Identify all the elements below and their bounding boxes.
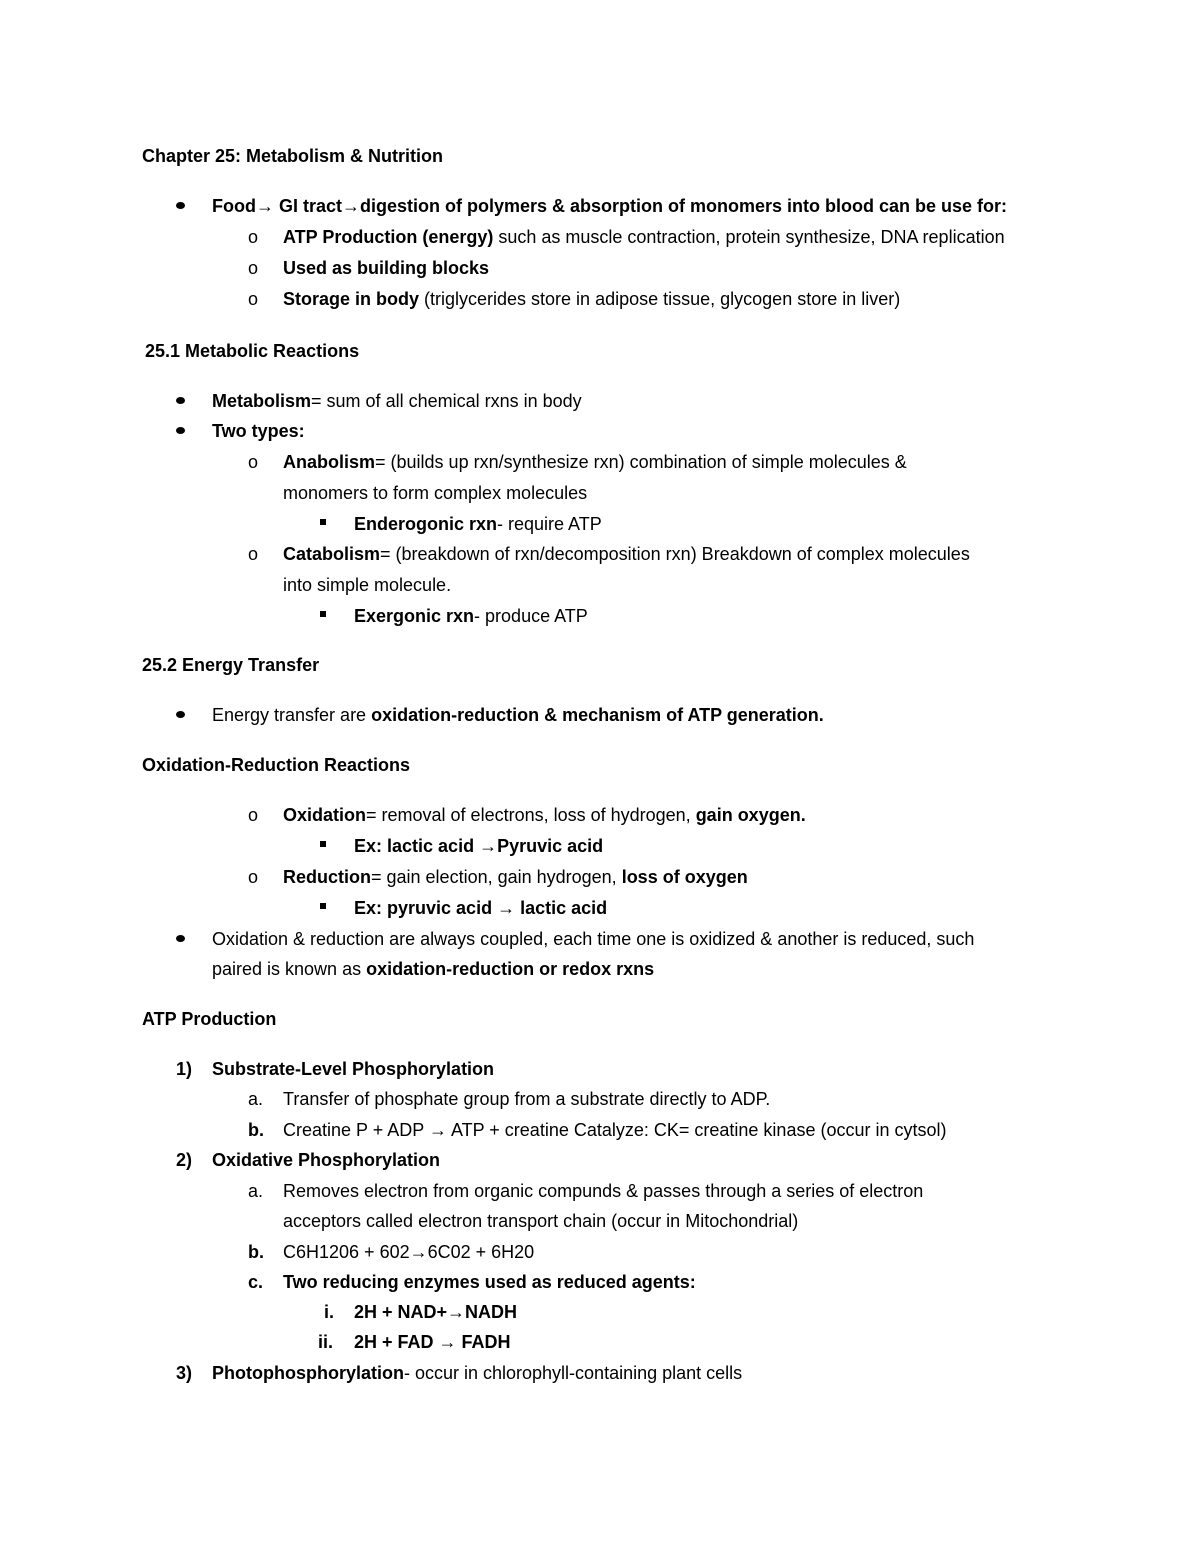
bullet-marker [176,397,185,404]
oxidation-definition: Oxidation= removal of electrons, loss of hydrogen, gain oxygen. [283,805,806,825]
atp-item: Substrate-Level Phosphorylation [212,1059,495,1079]
arrow-icon: → [428,1120,447,1140]
arrow-icon: → [342,196,361,216]
letter-marker: c. [248,1272,264,1292]
exergonic-item: Exergonic rxn- produce ATP [354,606,588,626]
square-marker [320,841,326,847]
letter-marker: a. [248,1089,264,1109]
list-number: 2) [176,1150,193,1170]
atp-subitem-continuation: acceptors called electron transport chain (occur in Mitochondrial) [283,1211,799,1231]
intro-sub-item: ATP Production (energy) such as muscle contraction, protein synthesize, DNA replication [283,227,1005,247]
chapter-title: Chapter 25: Metabolism & Nutrition [142,146,444,166]
square-marker [320,611,326,617]
letter-marker: a. [248,1181,264,1201]
reduction-example: Ex: pyruvic acid → lactic acid [354,898,608,918]
section-heading: Oxidation-Reduction Reactions [142,755,411,775]
anabolism-definition: Anabolism= (builds up rxn/synthesize rxn) combination of simple molecules & [283,452,907,472]
list-number: 1) [176,1059,193,1079]
square-marker [320,519,326,525]
sub-marker: o [248,544,259,564]
energy-transfer-line: Energy transfer are oxidation-reduction & mechanism of ATP generation. [212,705,824,725]
roman-marker: ii. [318,1332,334,1352]
roman-marker: i. [324,1302,335,1322]
arrow-icon: → [255,196,274,216]
reaction-line: 2H + FAD → FADH [354,1332,511,1352]
atp-subitem: Removes electron from organic compunds & passes through a series of electron [283,1181,924,1201]
catabolism-continuation: into simple molecule. [283,575,452,595]
bullet-marker [176,711,185,718]
section-heading: ATP Production [142,1009,277,1029]
catabolism-definition: Catabolism= (breakdown of rxn/decomposition rxn) Breakdown of complex molecules [283,544,970,564]
arrow-icon: → [479,836,498,856]
two-types: Two types: [212,421,305,441]
endergonic-item: Enderogonic rxn- require ATP [354,514,602,534]
arrow-icon: → [497,898,516,918]
intro-sub-item: Used as building blocks [283,258,490,278]
arrow-icon: → [447,1302,466,1322]
reduction-definition: Reduction= gain election, gain hydrogen, loss of oxygen [283,867,748,887]
sub-marker: o [248,258,259,278]
intro-sub-item: Storage in body (triglycerides store in adipose tissue, glycogen store in liver) [283,289,901,309]
sub-marker: o [248,452,259,472]
atp-subitem: Two reducing enzymes used as reduced agents: [283,1272,696,1292]
sub-marker: o [248,867,259,887]
atp-subitem: C6H1206 + 602→6C02 + 6H20 [283,1242,535,1262]
bullet-marker [176,202,185,209]
reaction-line: 2H + NAD+→NADH [354,1302,518,1322]
section-heading: 25.1 Metabolic Reactions [145,341,360,361]
letter-marker: b. [248,1242,264,1262]
atp-subitem: Transfer of phosphate group from a substrate directly to ADP. [283,1089,771,1109]
square-marker [320,903,326,909]
coupled-line: Oxidation & reduction are always coupled, each time one is oxidized & another is reduced, such [212,929,975,949]
bullet-marker [176,427,185,434]
section-heading: 25.2 Energy Transfer [142,655,320,675]
arrow-icon: → [409,1242,428,1262]
list-number: 3) [176,1363,193,1383]
coupled-continuation: paired is known as oxidation-reduction or redox rxns [212,959,655,979]
sub-marker: o [248,227,259,247]
sub-marker: o [248,805,259,825]
atp-item: Oxidative Phosphorylation [212,1150,441,1170]
metabolism-definition: Metabolism= sum of all chemical rxns in body [212,391,582,411]
oxidation-example: Ex: lactic acid →Pyruvic acid [354,836,604,856]
letter-marker: b. [248,1120,264,1140]
bullet-marker [176,935,185,942]
atp-item: Photophosphorylation- occur in chlorophyll-containing plant cells [212,1363,743,1383]
sub-marker: o [248,289,259,309]
arrow-icon: → [438,1332,457,1352]
atp-subitem: Creatine P + ADP → ATP + creatine Catalyze: CK= creatine kinase (occur in cytsol) [283,1120,947,1140]
intro-bullet: Food→ GI tract→digestion of polymers & absorption of monomers into blood can be use for: [212,196,1008,216]
anabolism-continuation: monomers to form complex molecules [283,483,588,503]
